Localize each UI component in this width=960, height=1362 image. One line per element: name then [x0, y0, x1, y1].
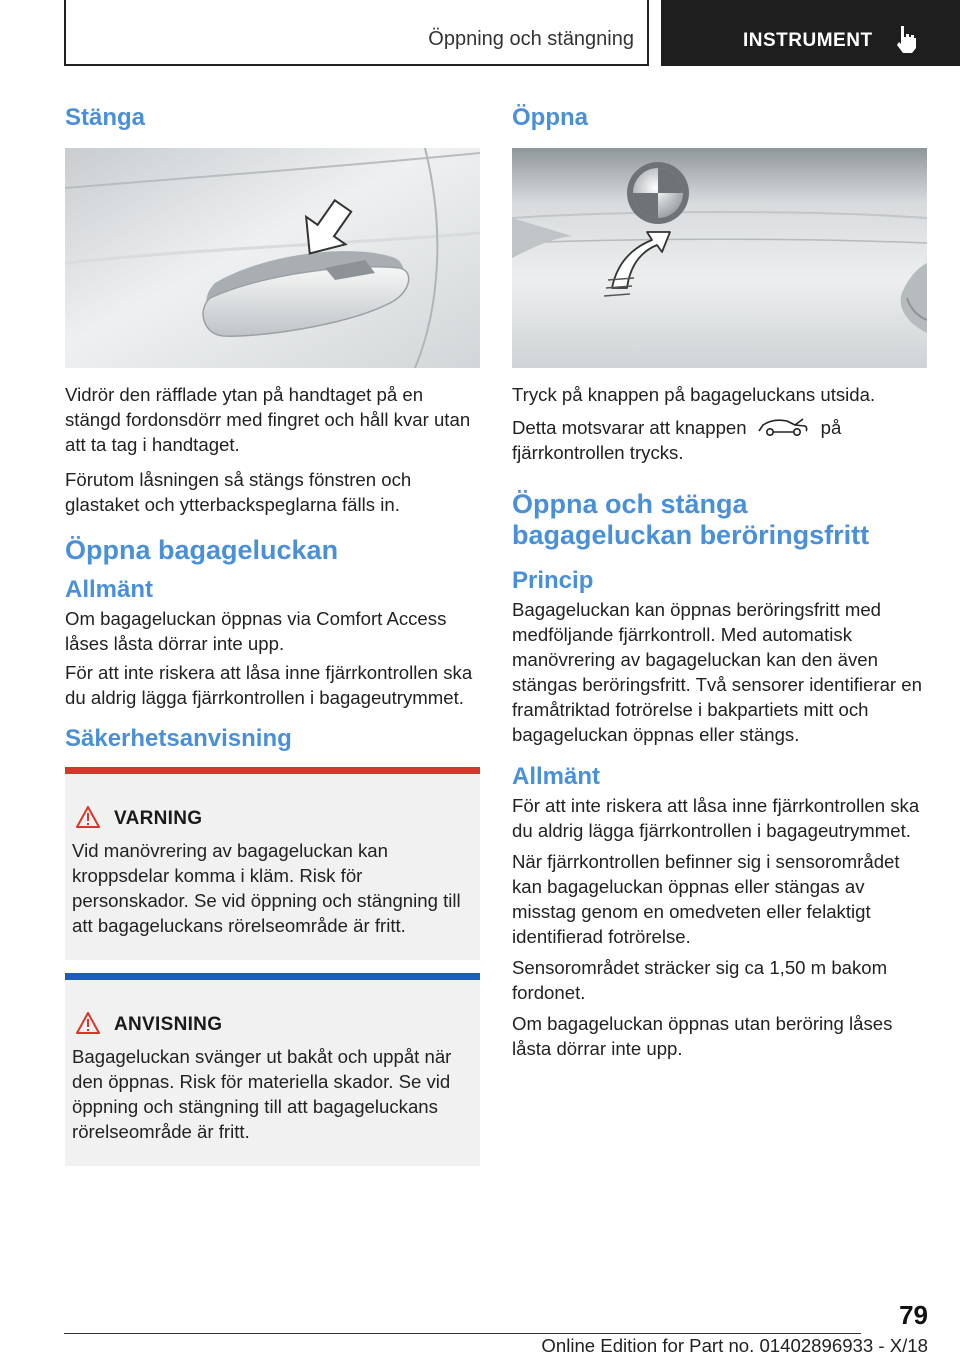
right-column [512, 100, 927, 1061]
header-right-rule [647, 0, 649, 66]
tailgate-car-icon [757, 417, 809, 437]
header-bottom-rule [64, 64, 649, 66]
footer-rule [64, 1333, 861, 1334]
trunk-button-figure [512, 148, 927, 368]
principle-heading: Princip [512, 567, 594, 594]
close-heading: Stänga [65, 104, 146, 131]
open-paragraph-2 [512, 415, 927, 465]
open-heading: Öppna [512, 104, 588, 131]
header-section-title: Öppning och stängning [428, 28, 634, 50]
open-paragraph-2-before: Detta motsvarar att knappen [512, 417, 747, 438]
notice-text: Bagageluckan svänger ut bakåt och uppåt när den öppnas. Risk för materiella skador. Se vid öppning och stängning till att bagageluckans rörelseområde är fritt. [72, 1046, 452, 1142]
safety-heading: Säkerhetsanvisning [65, 725, 292, 752]
door-handle-figure [65, 148, 480, 368]
general-right-paragraph-3: Sensorområdet sträcker sig ca 1,50 m bakom fordonet. [512, 957, 888, 1003]
principle-paragraph: Bagageluckan kan öppnas beröringsfritt med medföljande fjärrkontroll. Med automatisk manövrering av bagageluckan kan den även stängas beröringsfritt. Två sensorer identifierar en framåtriktad fotrörelse i bakpartiets mitt och bagageluckan öppnas eller stängs. [512, 599, 922, 745]
pointing-hand-icon [893, 24, 919, 54]
notice-title-row [72, 980, 472, 1038]
general-heading: Allmänt [65, 576, 154, 603]
notice-title: ANVISNING [114, 1014, 223, 1035]
header-tab-label: INSTRUMENT [743, 30, 873, 51]
left-column [65, 100, 480, 1166]
header-tab-instrument[interactable] [661, 0, 960, 66]
warning-triangle-icon [76, 806, 100, 828]
trunk-heading: Öppna bagageluckan [65, 535, 339, 565]
warning-box [65, 767, 480, 960]
warning-title: VARNING [114, 808, 203, 829]
touchless-heading: Öppna och stänga bagageluckan beröringsfritt [512, 489, 870, 550]
notice-triangle-icon [76, 1012, 100, 1034]
notice-box [65, 973, 480, 1166]
general-paragraph-2: För att inte riskera att låsa inne fjärrkontrollen ska du aldrig lägga fjärrkontrollen i bagageutrymmet. [65, 662, 473, 708]
footer-edition: Online Edition for Part no. 01402896933 - X/18 [541, 1335, 928, 1356]
general-paragraph-1: Om bagageluckan öppnas via Comfort Access låses låsta dörrar inte upp. [65, 608, 447, 654]
close-paragraph-1: Vidrör den räfflade ytan på handtaget på en stängd fordonsdörr med fingret och håll kvar utan att ta tag i handtaget. [65, 384, 471, 455]
open-paragraph-2-after: på fjärrkontrollen trycks. [512, 417, 842, 463]
close-paragraph-2: Förutom låsningen så stängs fönstren och glastaket och ytterbackspeglarna fälls in. [65, 469, 412, 515]
general-right-paragraph-4: Om bagageluckan öppnas utan beröring låses låsta dörrar inte upp. [512, 1013, 893, 1059]
warning-text: Vid manövrering av bagageluckan kan kroppsdelar komma i kläm. Risk för personskador. Se vid öppning och stängning till att bagageluckans rörelseområde är fritt. [72, 840, 461, 936]
page-number: 79 [899, 1300, 928, 1330]
general-heading-right: Allmänt [512, 763, 601, 790]
open-paragraph-1: Tryck på knappen på bagageluckans utsida. [512, 384, 876, 405]
warning-title-row [72, 774, 472, 832]
general-right-paragraph-1: För att inte riskera att låsa inne fjärrkontrollen ska du aldrig lägga fjärrkontrollen i bagageutrymmet. [512, 795, 920, 841]
header-left-rule [64, 0, 66, 66]
general-right-paragraph-2: När fjärrkontrollen befinner sig i sensorområdet kan bagageluckan öppnas eller stängas av misstag genom en omedveten eller felaktigt identifierad fotrörelse. [512, 851, 900, 947]
